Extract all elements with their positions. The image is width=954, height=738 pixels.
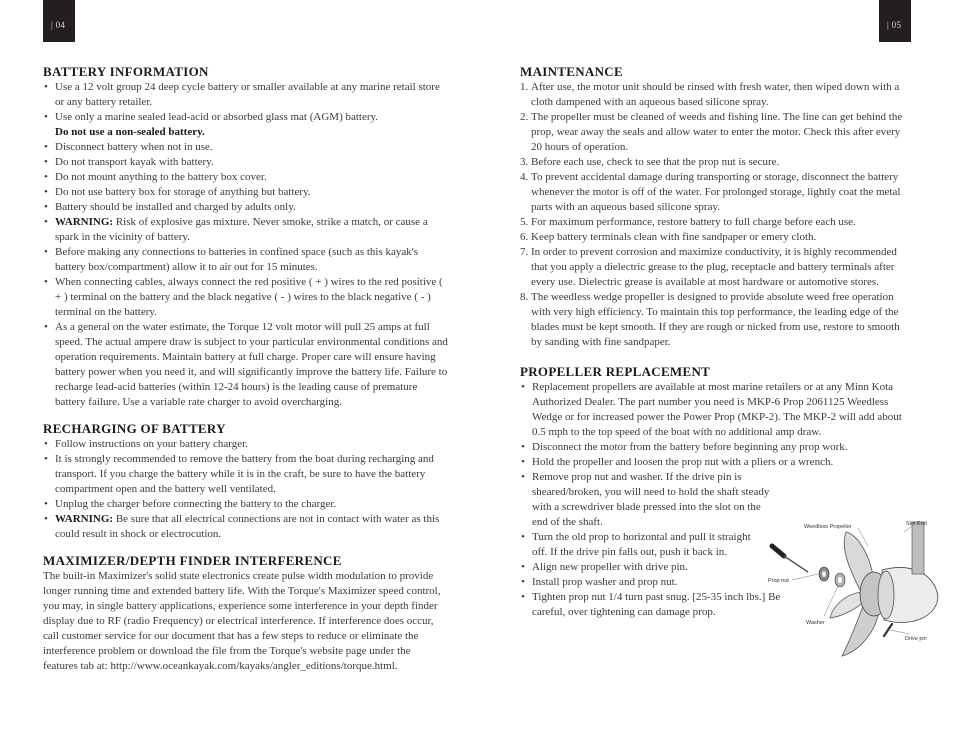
- list-item: 6. Keep battery terminals clean with fine sandpaper or emery cloth.: [520, 231, 817, 243]
- list-item: • Battery should be installed and charged by adults only.: [43, 200, 448, 215]
- maintenance-title: MAINTENANCE: [520, 64, 623, 79]
- page-number-tab-left: [43, 0, 75, 42]
- list-item: 7. In order to prevent corrosion and maximize conductivity, it is highly recommended that you apply a dielectric grease to the plug, receptacle and battery terminals after every use. Dielectric grease is available at most hardware or automotive stores.: [520, 246, 897, 288]
- list-item: • WARNING: Be sure that all electrical connections are not in contact with water as this could result in shock or electrocution.: [43, 512, 448, 542]
- list-item: 4. To prevent accidental damage during transporting or storage, disconnect the battery whenever the motor is off of the water. For prolonged storage, lightly coat the metal parts with an aqueous based silicone spray.: [520, 171, 901, 213]
- page-number-tab-right: [879, 0, 911, 42]
- list-item: • Disconnect battery when not in use.: [43, 140, 448, 155]
- list-item: 8. The weedless wedge propeller is designed to provide absolute weed free operation with very high efficiency. To maintain this top performance, the leading edge of the blades must be kept smooth. If they are rough or nicked from use, restore to smooth by sanding with fine sandpaper.: [520, 291, 900, 348]
- maximizer-body: The built-in Maximizer's solid state electronics create pulse width modulation to provide longer running time and extended battery life. With the Torque's Maximizer speed control, you may, in single battery applications, experience some interference in your depth finder display due to RF (radio Frequency) or electrical interference. If interference does occur, call customer service for our document that has a few steps to reduce or eliminate the interference problem or download the file from the Torque's website page under the features tab at: http://www.oceankayak.com/kayaks/angler_editions/torque.html.: [43, 570, 441, 672]
- list-item: 1. After use, the motor unit should be rinsed with fresh water, then wiped down with a cloth dampened with an aqueous based silicone spray.: [520, 81, 900, 108]
- list-item: • Align new propeller with drive pin.: [520, 560, 910, 575]
- battery-title: BATTERY INFORMATION: [43, 64, 209, 79]
- list-item: • Turn the old prop to horizontal and pull it straight off. If the drive pin falls out, push it back in.: [520, 530, 752, 560]
- list-item: • Unplug the charger before connecting the battery to the charger.: [43, 497, 448, 512]
- list-item: • As a general on the water estimate, the Torque 12 volt motor will pull 25 amps at full speed. The actual ampere draw is subject to your particular environmental conditions and operation requirements. Maintain battery at full charge. Proper care will ensure having battery power when you need it, and will significantly improve the battery life. Failure to recharge lead-acid batteries (within 12-24 hours) is the leading cause of premature battery failure. Use a variable rate charger to avoid overcharging.: [43, 320, 448, 410]
- propeller-diagram: [762, 512, 942, 660]
- list-item: • Use a 12 volt group 24 deep cycle battery or smaller available at any marine retail store or any battery retailer.: [43, 80, 448, 110]
- label-drive-pin: Drive pin: [905, 636, 927, 642]
- maximizer-title: MAXIMIZER/DEPTH FINDER INTERFERENCE: [43, 553, 342, 568]
- battery-section: [43, 64, 448, 410]
- recharging-list: [43, 437, 448, 542]
- propeller-title: PROPELLER REPLACEMENT: [520, 364, 711, 379]
- list-item: 3. Before each use, check to see that the prop nut is secure.: [520, 156, 780, 168]
- label-washer: Washer: [806, 620, 825, 626]
- list-item: • When connecting cables, always connect the red positive ( + ) wires to the red positive ( + ) terminal on the battery and the black negative ( - ) wires to the black negative ( - ) terminal on the battery.: [43, 275, 448, 320]
- list-item: • Hold the propeller and loosen the prop nut with a pliers or a wrench.: [520, 455, 910, 470]
- left-column: [43, 64, 448, 685]
- list-item: • Disconnect the motor from the battery before beginning any prop work.: [520, 440, 910, 455]
- list-item: • Install prop washer and prop nut.: [520, 575, 910, 590]
- maintenance-section: [520, 64, 910, 350]
- prop-nut-icon: [819, 567, 829, 581]
- list-item: • Use only a marine sealed lead-acid or absorbed glass mat (AGM) battery. Do not use a non-sealed battery.: [43, 110, 448, 140]
- list-item: • Replacement propellers are available at most marine retailers or at any Minn Kota Authorized Dealer. The part number you need is MKP-6 Prop 2061125 Weedless Wedge or for increased power the Power Prop (MKP-2). The MKP-2 will add about 0.5 mph to the top speed of the boat with no additional amp draw.: [520, 380, 910, 440]
- list-item: • It is strongly recommended to remove the battery from the boat during recharging and transport. If you charge the battery while it is in the craft, be sure to have the battery compartment open and the battery well ventilated.: [43, 452, 448, 497]
- maximizer-section: [43, 553, 448, 674]
- battery-list: [43, 80, 448, 410]
- label-weedless-propeller: Weedless Propeller: [804, 524, 852, 530]
- list-item: • WARNING: Risk of explosive gas mixture. Never smoke, strike a match, or cause a spark in the vicinity of battery.: [43, 215, 448, 245]
- list-item: • Tighten prop nut 1/4 turn past snug. [25-35 inch lbs.] Be careful, over tightening can damage prop.: [520, 590, 812, 620]
- list-item: 5. For maximum performance, restore battery to full charge before each use.: [520, 216, 856, 228]
- list-item: • Remove prop nut and washer. If the drive pin is sheared/broken, you will need to hold the shaft steady with a screwdriver blade pressed into the slot on the end of the shaft.: [520, 470, 912, 530]
- recharging-title: RECHARGING OF BATTERY: [43, 421, 226, 436]
- screwdriver-icon: [772, 546, 808, 572]
- list-item: • Do not mount anything to the battery box cover.: [43, 170, 448, 185]
- label-prop-nut: Prop nut: [768, 578, 789, 584]
- list-item: • Do not transport kayak with battery.: [43, 155, 448, 170]
- list-item: • Do not use battery box for storage of anything but battery.: [43, 185, 448, 200]
- list-item: 2. The propeller must be cleaned of weeds and fishing line. The line can get behind the prop, wear away the seals and allow water to enter the motor. Check this after every 20 hours of operation.: [520, 111, 903, 153]
- motor-housing-icon: [878, 522, 938, 623]
- maintenance-list: [520, 80, 910, 350]
- list-item: • Follow instructions on your battery charger.: [43, 437, 448, 452]
- washer-icon: [835, 573, 845, 587]
- recharging-section: [43, 421, 448, 542]
- label-slot-end: Slot End: [906, 521, 927, 527]
- page-number-left: | 04: [51, 20, 66, 30]
- list-item: • Before making any connections to batteries in confined space (such as this kayak's battery box/compartment) allow it to air out for 15 minutes.: [43, 245, 448, 275]
- page-number-right: | 05: [887, 20, 902, 30]
